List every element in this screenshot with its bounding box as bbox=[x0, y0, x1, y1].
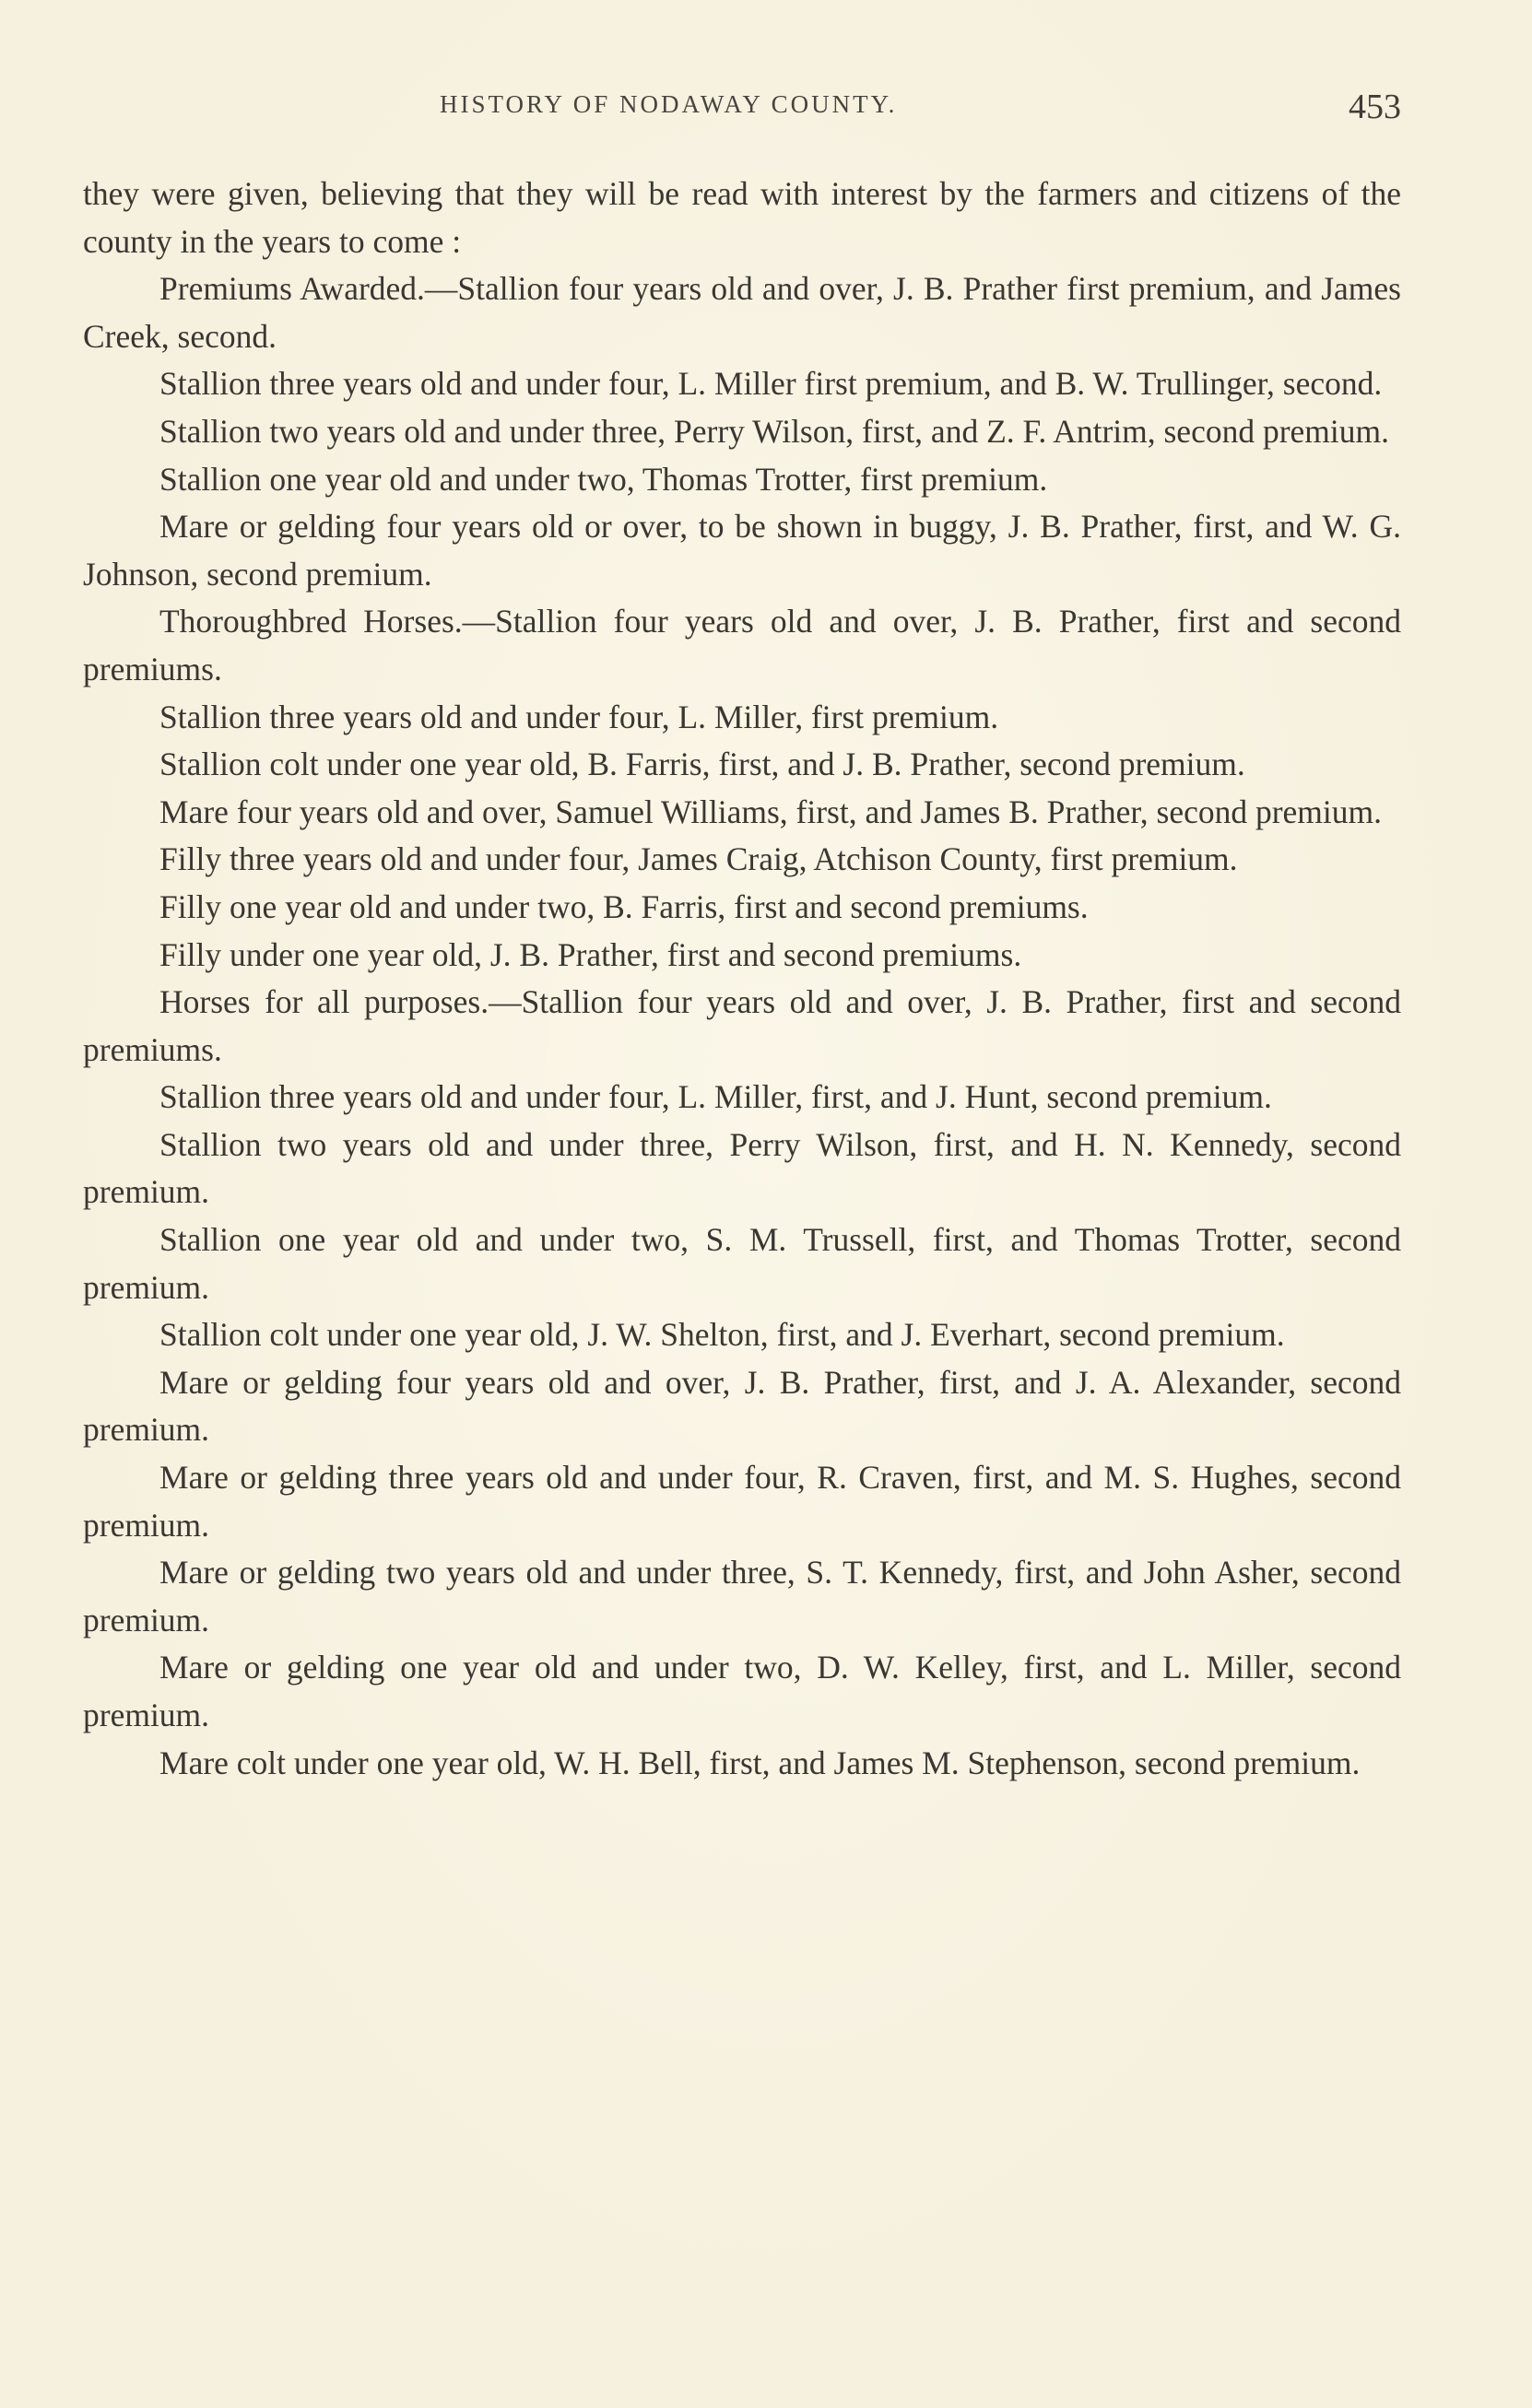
paragraph: Filly three years old and under four, James Craig, Atchison County, first premium. bbox=[159, 840, 1238, 878]
paragraph-premiums-awarded: Premiums Awarded.—Stallion four years old and over, J. B. Prather first premium, and James Creek, second. bbox=[83, 270, 1401, 355]
paragraph: Stallion one year old and under two, Thomas Trotter, first premium. bbox=[159, 460, 1048, 498]
running-title: HISTORY OF NODAWAY COUNTY. bbox=[440, 90, 898, 118]
running-head bbox=[83, 90, 1401, 127]
paragraph: Mare colt under one year old, W. H. Bell, first, and James M. Stephenson, second premium. bbox=[159, 1744, 1361, 1781]
paragraph: Mare or gelding four years old or over, to be shown in buggy, J. B. Prather, first, and W. G. Johnson, second premium. bbox=[83, 508, 1401, 593]
paragraph-thoroughbred-horses: Thoroughbred Horses.—Stallion four years old and over, J. B. Prather, first and second premiums. bbox=[83, 603, 1401, 687]
paragraph: Stallion three years old and under four, L. Miller first premium, and B. W. Trullinger, second. bbox=[159, 365, 1383, 403]
paragraph: Filly under one year old, J. B. Prather, first and second premiums. bbox=[159, 935, 1022, 973]
paragraph: Mare or gelding two years old and under three, S. T. Kennedy, first, and John Asher, second premium. bbox=[83, 1554, 1401, 1639]
paragraph-horses-for-all-purposes: Horses for all purposes.—Stallion four years old and over, J. B. Prather, first and second premiums. bbox=[83, 983, 1401, 1068]
paragraph: Mare or gelding four years old and over, J. B. Prather, first, and J. A. Alexander, second premium. bbox=[83, 1363, 1401, 1449]
paragraph: Stallion two years old and under three, Perry Wilson, first, and H. N. Kennedy, second premium. bbox=[83, 1125, 1401, 1211]
paragraph-continuation: they were given, believing that they will be read with interest by the farmers and citizens of the county in the years to come : bbox=[83, 175, 1401, 260]
page-number: 453 bbox=[1349, 88, 1401, 126]
paragraph: Stallion three years old and under four, L. Miller, first, and J. Hunt, second premium. bbox=[159, 1078, 1272, 1116]
paragraph: Mare or gelding three years old and under four, R. Craven, first, and M. S. Hughes, second premium. bbox=[83, 1459, 1401, 1544]
paragraph: Stallion two years old and under three, Perry Wilson, first, and Z. F. Antrim, second premium. bbox=[159, 412, 1389, 450]
paragraph: Filly one year old and under two, B. Farris, first and second premiums. bbox=[159, 887, 1089, 925]
paragraph: Mare or gelding one year old and under two, D. W. Kelley, first, and L. Miller, second premium. bbox=[83, 1649, 1401, 1733]
body-text bbox=[83, 170, 1401, 1787]
paragraph: Stallion three years old and under four, L. Miller, first premium. bbox=[159, 698, 999, 735]
paragraph: Stallion colt under one year old, B. Farris, first, and J. B. Prather, second premium. bbox=[159, 746, 1245, 783]
paragraph: Mare four years old and over, Samuel Williams, first, and James B. Prather, second premium. bbox=[159, 793, 1382, 830]
paragraph: Stallion colt under one year old, J. W. Shelton, first, and J. Everhart, second premium. bbox=[159, 1316, 1285, 1354]
paragraph: Stallion one year old and under two, S. M. Trussell, first, and Thomas Trotter, second premium. bbox=[83, 1221, 1401, 1306]
